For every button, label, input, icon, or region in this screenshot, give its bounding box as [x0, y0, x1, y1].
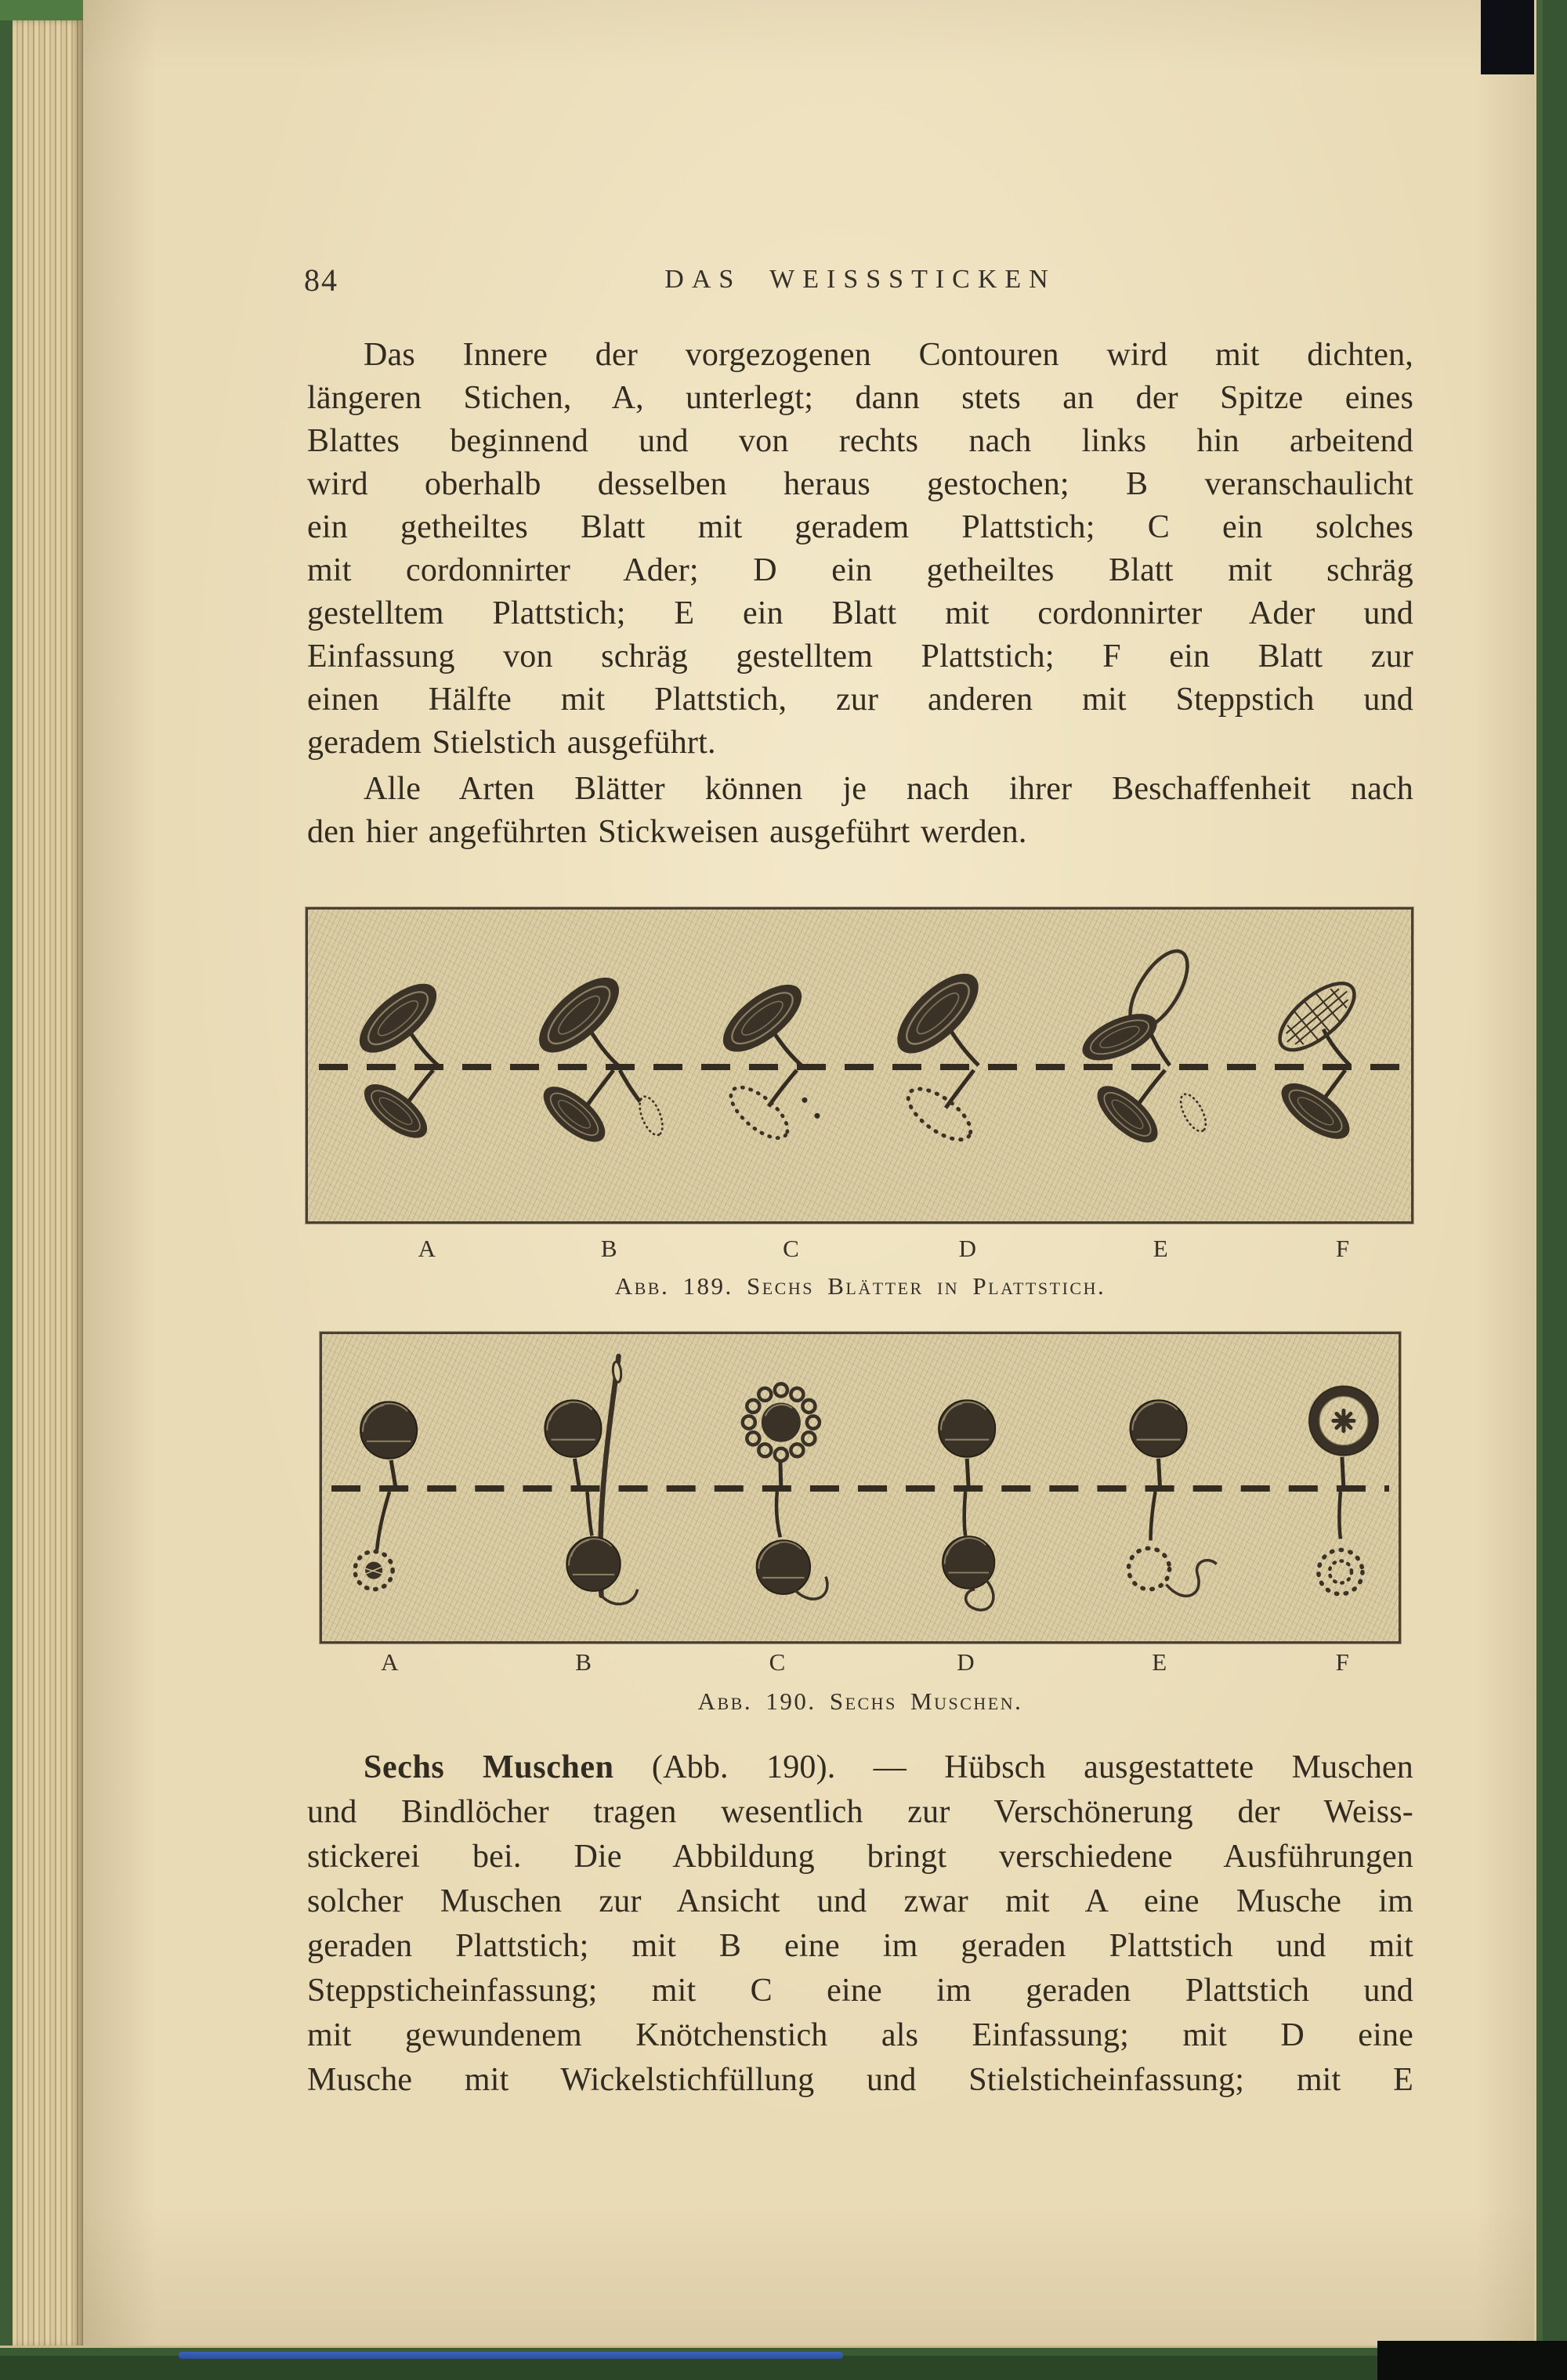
text-line: geradem Stielstich ausgeführt. [307, 725, 716, 761]
figure-189 [306, 907, 1413, 1224]
paragraph-2 [307, 768, 1413, 854]
text-line: Steppsticheinfassung; mit C eine im geraden Plattstich und [307, 1973, 1413, 2009]
book-cover-bottom-edge [0, 2346, 1567, 2380]
book-cover-top-left [0, 0, 83, 20]
figure-label: D [958, 1235, 976, 1262]
figure-label: B [600, 1235, 617, 1262]
figure-190-engraving [322, 1334, 1399, 1641]
figure-label: C [783, 1235, 799, 1262]
paragraph-1 [307, 334, 1413, 765]
text-line: Alle Arten Blätter können je nach ihrer Beschaffenheit nach [364, 771, 1413, 807]
text-line: gestelltem Plattstich; E ein Blatt mit cordonnirter Ader und [307, 595, 1413, 631]
figure-label: A [381, 1648, 399, 1676]
text-line: Einfassung von schräg gestelltem Plattstich; F ein Blatt zur [307, 638, 1413, 675]
text-line [307, 1745, 1413, 1790]
text-line: Das Innere der vorgezogenen Contouren wird mit dichten, [364, 337, 1413, 373]
figure-label: F [1335, 1648, 1349, 1676]
text-line: ein getheiltes Blatt mit geradem Plattstich; C ein solches [307, 509, 1413, 545]
text-span: (Abb. 190). — Hübsch ausgestattete Muschen [613, 1749, 1413, 1785]
figure-label: F [1335, 1235, 1350, 1262]
running-header: DAS WEISSSTICKEN [664, 265, 1056, 294]
figure-label: B [575, 1648, 592, 1676]
figure-189-caption: Abb. 189. Sechs Blätter in Plattstich. [614, 1272, 1106, 1300]
text-line: längeren Stichen, A, unterlegt; dann stets an der Spitze eines [307, 380, 1413, 416]
text-line: einen Hälfte mit Plattstich, zur anderen mit Steppstich und [307, 682, 1413, 718]
background-bottom-right [1377, 2341, 1567, 2380]
figure-189-engraving [308, 910, 1411, 1221]
book-page [83, 0, 1534, 2346]
figure-label: E [1152, 1648, 1167, 1676]
figure-189-labels [306, 1235, 1409, 1269]
figure-label: E [1153, 1235, 1168, 1262]
figure-label: A [418, 1235, 436, 1262]
bold-lead: Sechs Muschen [364, 1749, 614, 1785]
book-cover-right-edge [1534, 0, 1567, 2380]
page-number: 84 [304, 262, 338, 298]
text-line: den hier angeführten Stickweisen ausgeführt werden. [307, 814, 1027, 850]
text-line: und Bindlöcher tragen wesentlich zur Verschönerung der Weiss- [307, 1794, 1413, 1830]
figure-190-labels [320, 1648, 1396, 1683]
text-line: wird oberhalb desselben heraus gestochen; B veranschaulicht [307, 466, 1413, 502]
figure-190 [320, 1332, 1401, 1644]
figure-label: D [957, 1648, 975, 1676]
text-line: geraden Plattstich; mit B eine im geraden Plattstich und mit [307, 1928, 1413, 1964]
text-line: Blattes beginnend und von rechts nach links hin arbeitend [307, 423, 1413, 459]
page-edge-stack [13, 19, 83, 2349]
figure-190-caption: Abb. 190. Sechs Muschen. [697, 1687, 1023, 1715]
text-line: mit gewundenem Knötchenstich als Einfassung; mit D eine [307, 2017, 1413, 2053]
text-line: mit cordonnirter Ader; D ein getheiltes Blatt mit schräg [307, 552, 1413, 588]
text-line: Musche mit Wickelstichfüllung und Stielsticheinfassung; mit E [307, 2062, 1413, 2098]
figure-label: C [769, 1648, 786, 1676]
book-cover-left-edge [0, 0, 13, 2380]
paragraph-3 [307, 1745, 1413, 2103]
bottom-blue-mark [179, 2352, 843, 2359]
text-line: solcher Muschen zur Ansicht und zwar mit A eine Musche im [307, 1883, 1413, 1919]
text-line: stickerei bei. Die Abbildung bringt verschiedene Ausführungen [307, 1839, 1413, 1875]
